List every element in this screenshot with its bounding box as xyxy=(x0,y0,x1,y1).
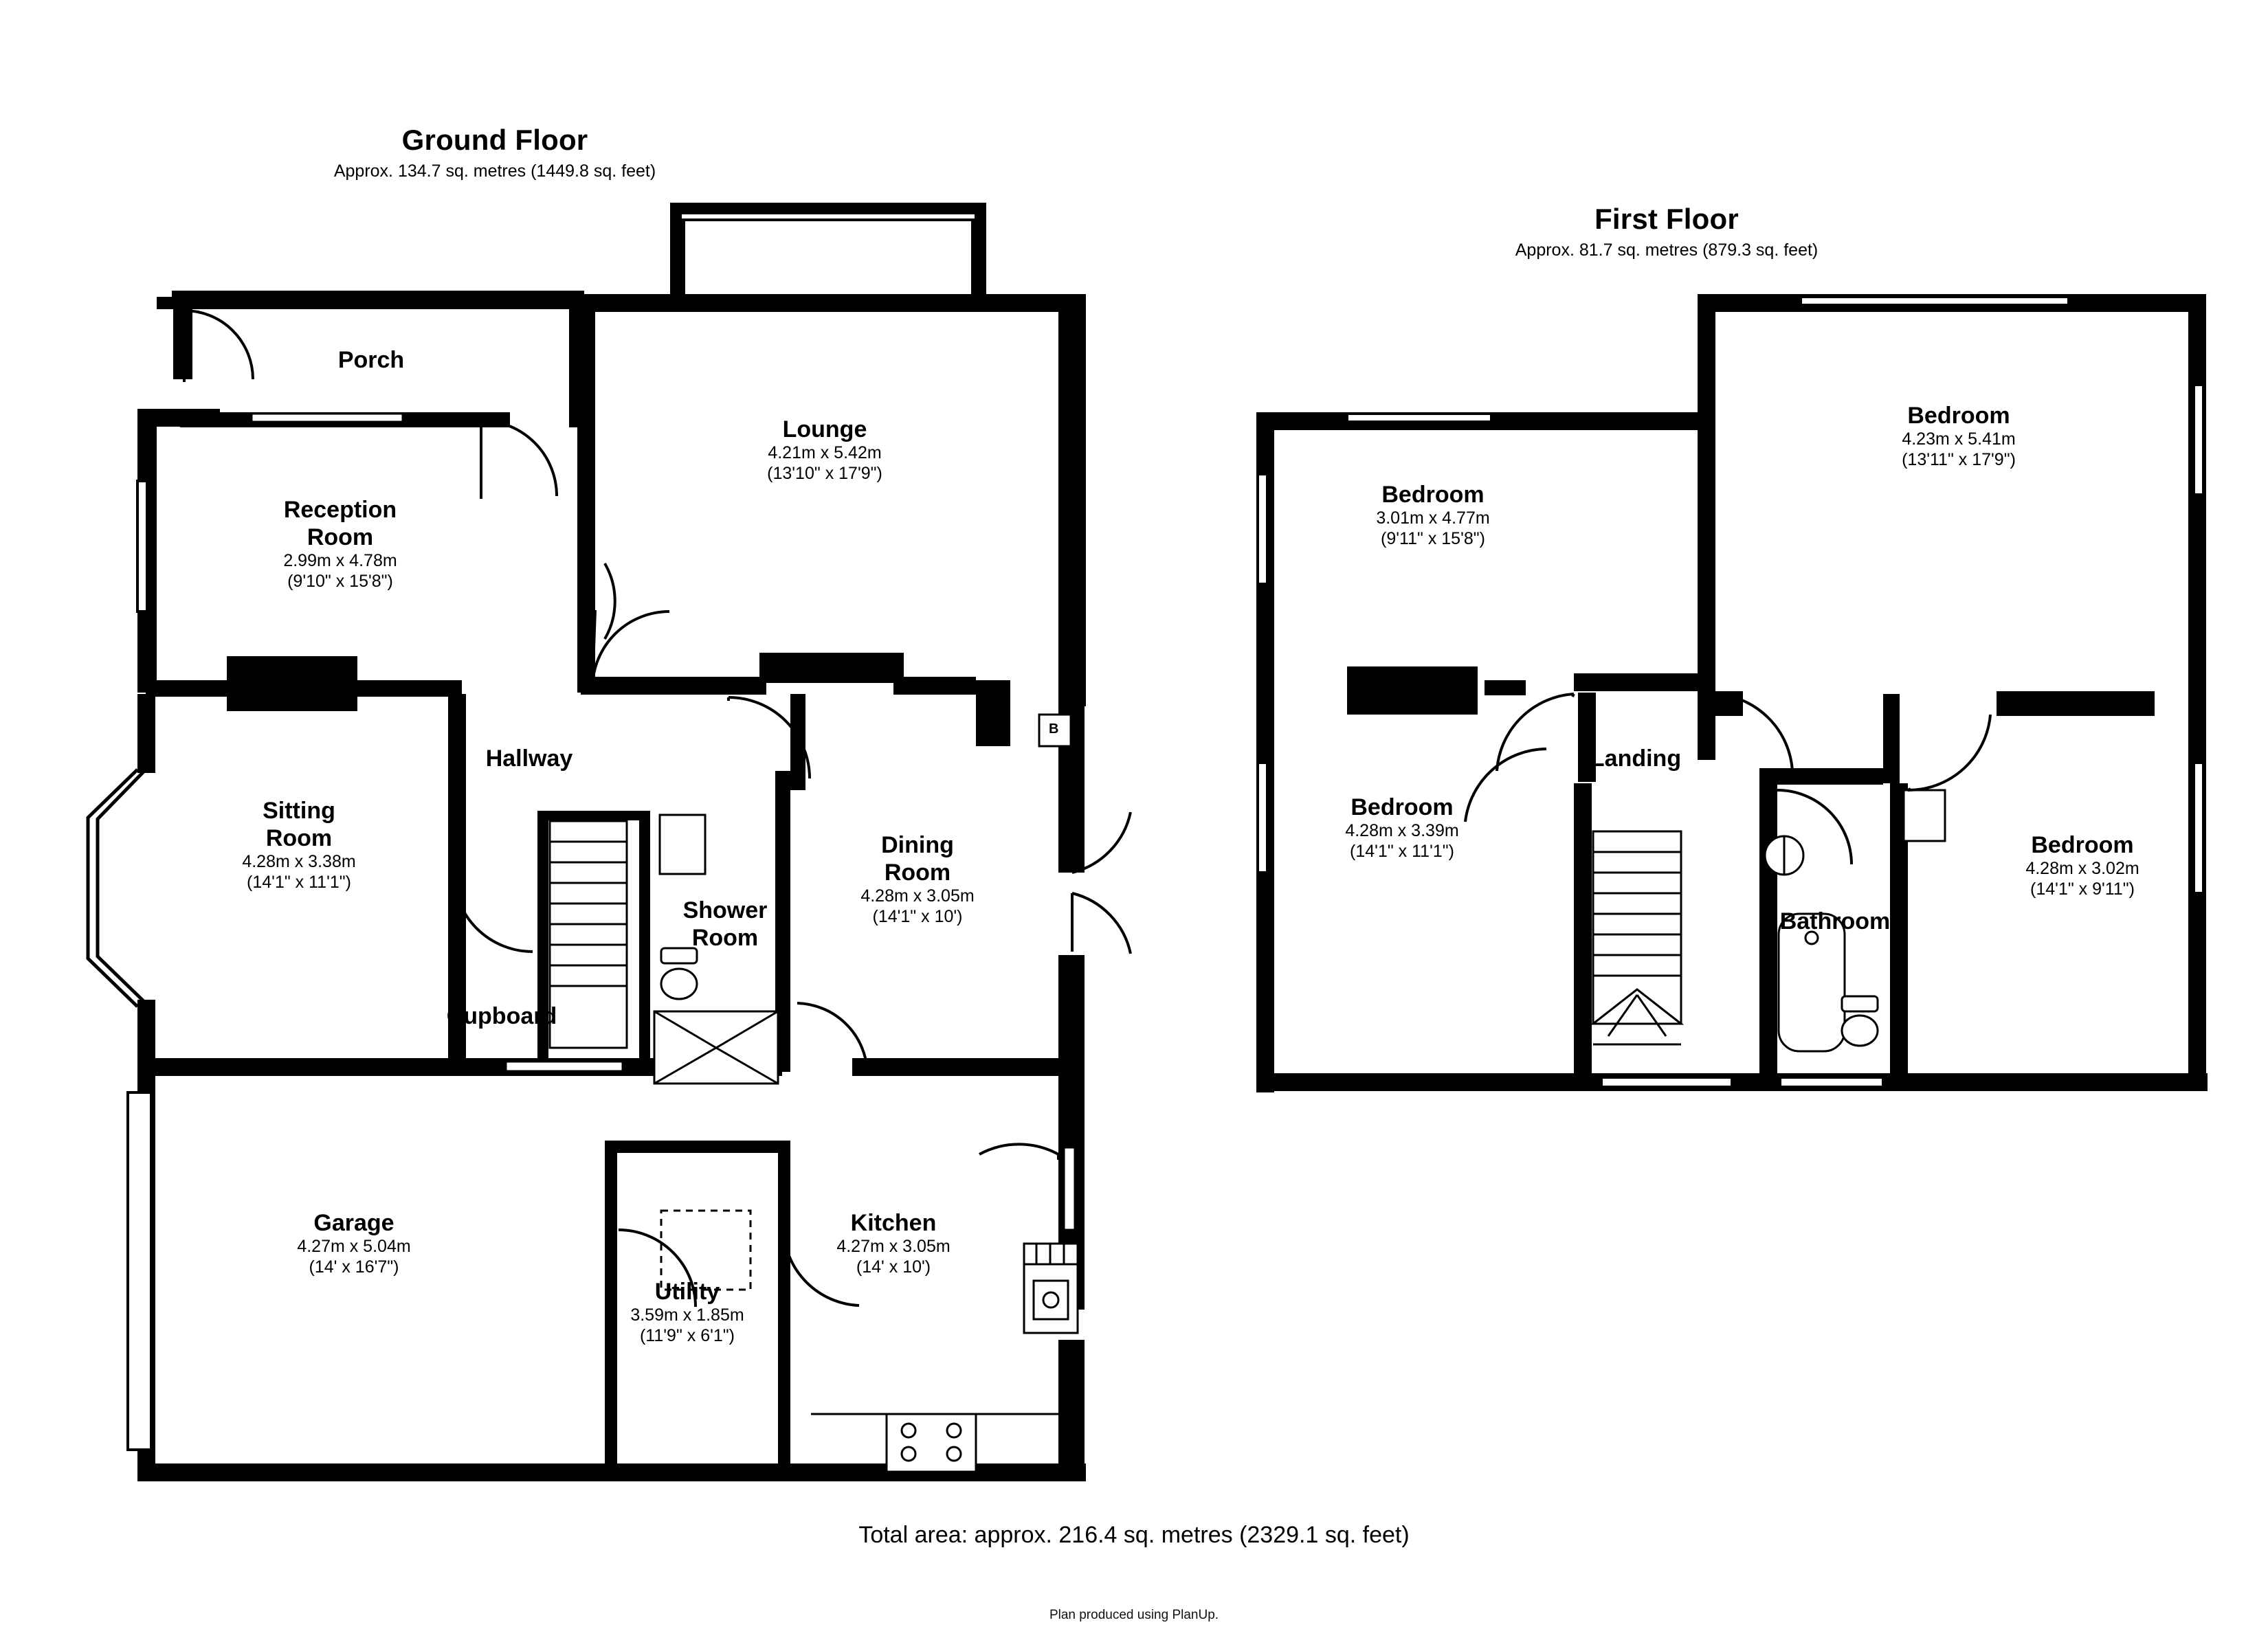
room-name: Bedroom xyxy=(2031,832,2134,858)
room-dim-imperial: (14'1" x 10') xyxy=(872,906,963,926)
room-dim-metric: 4.28m x 3.02m xyxy=(2025,859,2139,879)
room-name: Reception xyxy=(283,497,397,523)
room-dim-metric: 2.99m x 4.78m xyxy=(283,551,397,571)
window xyxy=(1258,474,1267,584)
room-name: Shower xyxy=(682,897,768,923)
room-label-dining-room xyxy=(797,831,1038,927)
room-label-garage xyxy=(227,1209,481,1277)
room-dim-metric: 4.23m x 5.41m xyxy=(1902,429,2016,449)
basin-fixture xyxy=(660,815,705,874)
room-name: Lounge xyxy=(782,416,867,442)
room-dim-imperial: (13'11" x 17'9") xyxy=(1902,449,2016,469)
room-name: Sitting xyxy=(263,798,335,824)
room-dim-imperial: (9'11" x 15'8") xyxy=(1381,528,1485,548)
boiler-marker-label: B xyxy=(1049,721,1059,737)
ground-floor-title: Ground Floor xyxy=(401,124,588,156)
room-label-cupboard: Cupboard xyxy=(446,1003,557,1029)
room-dim-metric: 4.27m x 3.05m xyxy=(836,1237,950,1257)
first-floor-title: First Floor xyxy=(1594,203,1739,235)
room-dim-imperial: (14'1" x 11'1") xyxy=(247,872,351,892)
room-label-bedroom-4 xyxy=(1945,831,2220,899)
garage-door xyxy=(128,1092,151,1450)
room-name: Bedroom xyxy=(1350,794,1454,820)
window xyxy=(1780,1077,1883,1087)
room-name-line2: Room xyxy=(307,524,374,551)
plan-credit-text: Plan produced using PlanUp. xyxy=(1049,1608,1219,1622)
staircase-first xyxy=(1593,831,1681,1044)
total-area-text: Total area: approx. 216.4 sq. metres (2329.1 sq. feet) xyxy=(858,1522,1410,1548)
ground-floor-subtitle: Approx. 134.7 sq. metres (1449.8 sq. feet) xyxy=(333,161,656,181)
room-label-bedroom-1 xyxy=(1821,402,2096,470)
room-label-porch: Porch xyxy=(337,347,405,373)
room-name-line2: Room xyxy=(884,860,951,886)
toilet-fixture xyxy=(661,948,697,999)
room-dim-metric: 3.01m x 4.77m xyxy=(1376,508,1490,528)
room-label-bedroom-3 xyxy=(1265,794,1539,862)
hob-fixture xyxy=(887,1414,976,1472)
room-dim-metric: 3.59m x 1.85m xyxy=(630,1305,744,1325)
room-label-shower-room xyxy=(639,897,811,952)
window xyxy=(137,481,147,612)
room-label-utility xyxy=(574,1278,801,1346)
window xyxy=(2194,385,2203,495)
room-label-landing: Landing xyxy=(1590,745,1682,772)
room-label-lounge xyxy=(687,416,962,484)
room-name: Kitchen xyxy=(850,1210,937,1236)
room-dim-metric: 4.27m x 5.04m xyxy=(297,1237,411,1257)
room-dim-imperial: (14'1" x 9'11") xyxy=(2030,879,2135,899)
room-label-reception-room xyxy=(213,496,467,592)
shower-tray-fixture xyxy=(654,1011,778,1084)
room-label-sitting-room xyxy=(172,797,426,893)
kitchen-sink xyxy=(1024,1244,1078,1333)
first-floor-subtitle: Approx. 81.7 sq. metres (879.3 sq. feet) xyxy=(1515,240,1819,260)
room-dim-imperial: (9'10" x 15'8") xyxy=(287,571,393,591)
room-name-line2: Room xyxy=(265,825,333,852)
room-name-line2: Room xyxy=(691,925,759,952)
toilet-fixture xyxy=(1842,996,1878,1046)
basin-fixture xyxy=(1765,836,1803,875)
room-name: Bedroom xyxy=(1907,403,2010,429)
room-dim-imperial: (14'1" x 11'1") xyxy=(1350,841,1454,861)
room-name: Bedroom xyxy=(1381,482,1485,508)
room-dim-imperial: (11'9" x 6'1") xyxy=(639,1325,735,1345)
room-label-bedroom-2 xyxy=(1296,481,1570,549)
room-dim-metric: 4.21m x 5.42m xyxy=(768,443,882,463)
room-dim-imperial: (14' x 10') xyxy=(856,1257,931,1277)
room-dim-metric: 4.28m x 3.05m xyxy=(860,886,975,906)
room-dim-imperial: (14' x 16'7") xyxy=(309,1257,399,1277)
wardrobe-fixture xyxy=(1904,790,1945,841)
room-dim-metric: 4.28m x 3.38m xyxy=(242,852,356,872)
window xyxy=(506,1062,623,1071)
room-dim-metric: 4.28m x 3.39m xyxy=(1345,821,1459,841)
room-label-kitchen xyxy=(777,1209,1010,1277)
window xyxy=(1601,1077,1732,1087)
room-label-bathroom: Bathroom xyxy=(1779,908,1891,934)
door-swing xyxy=(979,1144,1058,1160)
room-name: Dining xyxy=(881,832,954,858)
room-name: Utility xyxy=(654,1279,720,1305)
room-name: Garage xyxy=(313,1210,394,1236)
room-label-hallway: Hallway xyxy=(485,745,573,772)
room-dim-imperial: (13'10" x 17'9") xyxy=(767,463,882,483)
